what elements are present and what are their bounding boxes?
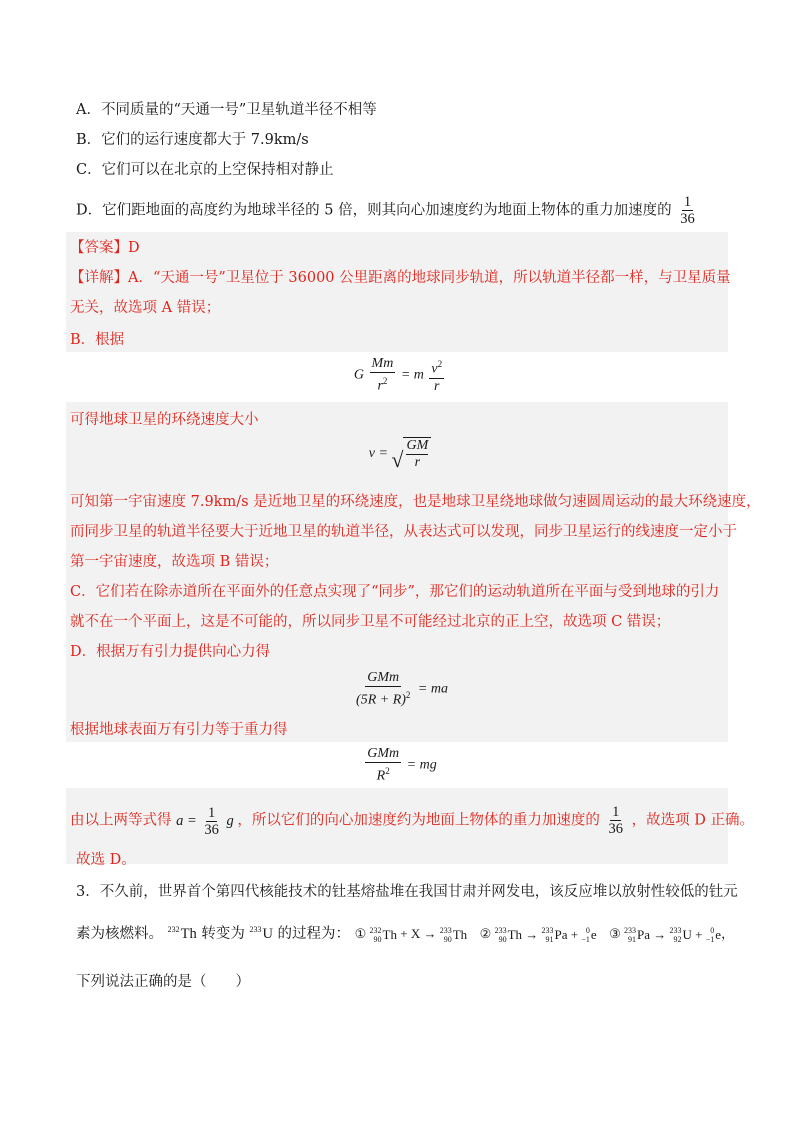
eq1-rhs-fraction xyxy=(429,356,444,395)
equation-centripetal-5r xyxy=(0,670,800,709)
eq2-den: r xyxy=(414,455,421,470)
eq1-g: G xyxy=(353,367,365,383)
option-d xyxy=(76,194,699,227)
eq3-num: GMm xyxy=(367,670,400,685)
option-d-fraction-den: 36 xyxy=(680,211,695,227)
eq4-fraction xyxy=(365,746,401,785)
q3-text-b: 转变为 xyxy=(201,926,245,942)
d3-text-b: ，所以它们的向心加速度约为地面上物体的重力加速度的 xyxy=(237,812,600,829)
answer-line xyxy=(70,238,140,258)
equation-gravity-centripetal xyxy=(0,356,800,395)
equation-orbital-velocity xyxy=(0,437,800,471)
eq4-rhs: = mg xyxy=(406,757,437,773)
eq4-num: GMm xyxy=(367,746,400,761)
d3-formula: a = $\frac{1}{36}$ g xyxy=(176,804,234,838)
equation-surface-gravity xyxy=(0,746,800,785)
question3-line2 xyxy=(76,924,734,945)
explanation-label: 【详解】 xyxy=(70,270,128,286)
explanation-c-line2: 就不在一个平面上，这是不可能的，所以同步卫星不可能经过北京的正上空，故选项 C 错误； xyxy=(70,614,671,630)
explanation-a-text1: A．“天通一号”卫星位于 36000 公里距离的地球同步轨道，所以轨道半径都一样，与卫星质量 xyxy=(128,270,731,286)
d3-text-a: 由以上两等式得 xyxy=(70,812,172,829)
option-d-text: D．它们距地面的高度约为地球半径的 5 倍，则其向心加速度约为地面上物体的重力加速度的 xyxy=(76,202,672,219)
answer-value: D xyxy=(128,240,140,256)
explanation-a-line1 xyxy=(70,268,731,288)
option-a: A．不同质量的“天通一号”卫星轨道半径不相等 xyxy=(76,102,377,118)
question3-line3: 下列说法正确的是（ ） xyxy=(76,974,250,990)
eq1-lhs-den: $r^2$ xyxy=(377,376,388,394)
explanation-a-line2: 无关，故选项 A 错误； xyxy=(70,300,221,316)
eq1-rhs-num: $v^2$ xyxy=(429,356,444,379)
eq1-equals: = m xyxy=(400,367,424,383)
answer-label: 【答案】 xyxy=(70,240,128,256)
explanation-b-line5: 第一宇宙速度，故选项 B 错误； xyxy=(70,554,279,570)
u233-nuclide: 233 U xyxy=(249,925,273,942)
explanation-b-line2: 可得地球卫星的环绕速度大小 xyxy=(70,412,259,428)
explanation-d-intro: D．根据万有引力提供向心力得 xyxy=(70,644,271,660)
sqrt-icon: √ xyxy=(391,447,404,472)
q3-text-c: 的过程为： xyxy=(277,926,351,942)
option-b: B．它们的运行速度都大于 7.9km/s xyxy=(76,132,309,148)
eq2-sqrt xyxy=(391,437,431,471)
option-c: C．它们可以在北京的上空保持相对静止 xyxy=(76,162,334,178)
eq3-den: $(5R + R)^2$ xyxy=(356,690,411,708)
explanation-b-line4: 而同步卫星的轨道半径要大于近地卫星的轨道半径，从表达式可以发现，同步卫星运行的线速度一定小于 xyxy=(70,524,737,540)
option-d-fraction xyxy=(678,194,697,227)
eq2-v: v = xyxy=(368,446,388,462)
conclusion: 故选 D。 xyxy=(76,852,136,868)
eq1-rhs-den: r xyxy=(434,378,440,394)
reaction-1: ① 232 90 Th + X → 233 90 Th xyxy=(354,926,468,945)
explanation-d-line2: 根据地球表面万有引力等于重力得 xyxy=(70,722,288,738)
d3-fraction2: $\frac{1}{36}$ xyxy=(608,804,624,837)
eq1-lhs-fraction xyxy=(370,356,396,395)
q3-text-a: 素为核燃料。 xyxy=(76,926,163,942)
option-d-fraction-num: 1 xyxy=(683,194,692,210)
explanation-d-line3 xyxy=(70,804,754,838)
eq3-fraction xyxy=(354,670,412,709)
explanation-c-line1: C．它们若在除赤道所在平面外的任意点实现了“同步”，那它们的运动轨道所在平面与受到地球的引力 xyxy=(70,584,720,600)
eq2-num: GM xyxy=(406,438,429,453)
eq1-lhs-num: Mm xyxy=(371,356,394,371)
explanation-b-line3: 可知第一宇宙速度 7.9km/s 是近地卫星的环绕速度，也是地球卫星绕地球做匀速圆周运动的最大环绕速度， xyxy=(70,494,761,510)
eq4-den: $R^2$ xyxy=(376,766,390,784)
eq3-rhs: = ma xyxy=(417,681,448,697)
d3-text-c: ，故选项 D 正确。 xyxy=(631,812,754,829)
th232-nuclide: 232 Th xyxy=(167,925,197,942)
reaction-3: ③ 233 91 Pa → 233 92 U + 0 −1 e ， xyxy=(609,926,735,945)
question3-line1: 3．不久前，世界首个第四代核能技术的钍基熔盐堆在我国甘肃并网发电，该反应堆以放射性较低的钍元 xyxy=(76,884,738,900)
reaction-2: ② 233 90 Th → 233 91 Pa + 0 −1 e xyxy=(479,926,597,945)
explanation-b-intro: B．根据 xyxy=(70,332,125,348)
